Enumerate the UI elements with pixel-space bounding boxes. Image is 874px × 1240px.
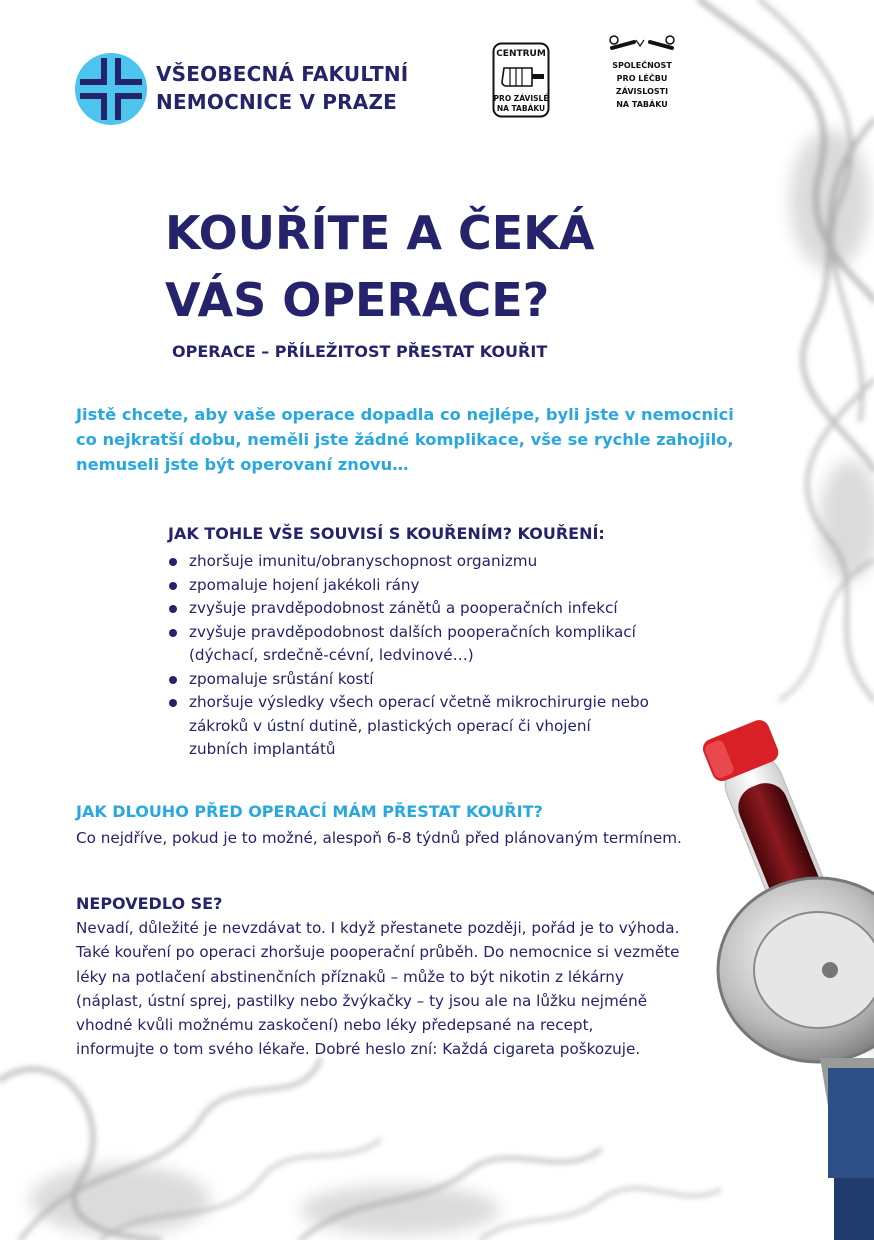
blood-tube-illustration xyxy=(700,708,874,1240)
list-item-text: zpomaluje srůstání kostí xyxy=(189,669,374,688)
bullet-icon xyxy=(169,605,177,613)
section3-line: informujte o tom svého lékaře. Dobré heslo zní: Každá cigareta poškozuje. xyxy=(76,1040,641,1059)
badge2-line4: NA TABÁKU xyxy=(616,100,668,109)
hospital-name-line1: VŠEOBECNÁ FAKULTNÍ xyxy=(156,62,409,86)
badge2-line2: PRO LÉČBU xyxy=(616,74,668,83)
section3-text xyxy=(76,916,680,1062)
list-item-text: zvyšuje pravděpodobnost zánětů a pooperačních infekcí xyxy=(189,599,618,617)
badge1-line3: NA TABÁKU xyxy=(496,104,546,113)
hospital-name xyxy=(156,60,408,116)
list-item xyxy=(168,574,728,598)
page-title xyxy=(165,200,594,334)
list-item-text: zhoršuje výsledky všech operací včetně mikrochirurgie nebo xyxy=(189,693,649,711)
badge1-line1: CENTRUM xyxy=(496,49,546,59)
list-item-text: zubních implantátů xyxy=(189,740,336,758)
bullet-icon xyxy=(169,629,177,637)
section3-line: (náplast, ústní sprej, pastilky nebo žvýkačky – ty jsou ale na lůžku nejméně xyxy=(76,991,648,1010)
intro-line: Jistě chcete, aby vaše operace dopadla co nejlépe, byli jste v nemocnici xyxy=(76,405,734,424)
fist-cigarette-icon xyxy=(492,42,550,118)
page-subtitle: OPERACE – PŘÍLEŽITOST PŘESTAT KOUŘIT xyxy=(172,342,548,361)
bullet-icon xyxy=(169,582,177,590)
intro-paragraph xyxy=(76,402,736,477)
section2-text: Co nejdříve, pokud je to možné, alespoň 6-8 týdnů před plánovaným termínem. xyxy=(76,829,682,847)
hospital-name-line2: NEMOCNICE V PRAZE xyxy=(156,90,398,114)
badge2-line1: SPOLEČNOST xyxy=(612,61,672,70)
list-item-text: zákroků v ústní dutině, plastických operací či vhojení xyxy=(189,716,591,735)
section1-heading: JAK TOHLE VŠE SOUVISÍ S KOUŘENÍM? KOUŘENÍ: xyxy=(168,524,605,543)
bullet-icon xyxy=(169,699,177,707)
list-item xyxy=(168,668,728,692)
list-item xyxy=(168,691,728,762)
list-item-text: (dýchací, srdečně-cévní, ledvinové…) xyxy=(189,646,474,664)
list-item xyxy=(168,550,728,574)
badge2-line3: ZÁVISLOSTI xyxy=(615,87,669,96)
list-item-text: zvyšuje pravděpodobnost dalších pooperačních komplikací xyxy=(189,622,636,641)
title-line1: KOUŘÍTE A ČEKÁ xyxy=(165,206,595,260)
bullet-icon xyxy=(169,558,177,566)
intro-line: co nejkratší dobu, neměli jste žádné komplikace, vše se rychle zahojilo, xyxy=(76,430,734,449)
section3-line: Také kouření po operaci zhoršuje pooperační průběh. Do nemocnice si vezměte xyxy=(76,943,680,962)
list-item-text: zhoršuje imunitu/obranyschopnost organizmu xyxy=(189,552,538,570)
list-item xyxy=(168,597,728,621)
section3-line: vhodné kvůli možnému zaskočení) nebo léky předepsané na recept, xyxy=(76,1016,594,1035)
section3-line: léky na potlačení abstinenčních příznaků – může to být nikotin z lékárny xyxy=(76,967,624,986)
bullet-icon xyxy=(169,676,177,684)
section2-heading: JAK DLOUHO PŘED OPERACÍ MÁM PŘESTAT KOUŘIT? xyxy=(76,802,543,821)
list-item xyxy=(168,621,728,668)
medical-cross-logo xyxy=(74,52,148,126)
section3-line: Nevadí, důležité je nevzdávat to. I když přestanete později, pořád je to výhoda. xyxy=(76,919,680,937)
hospital-logo xyxy=(74,50,414,126)
title-line2: VÁS OPERACE? xyxy=(165,273,550,327)
effects-list xyxy=(168,550,728,762)
badge1-line2: PRO ZÁVISLÉ xyxy=(493,94,549,103)
broken-cigarette-icon xyxy=(604,32,680,114)
intro-line: nemuseli jste být operovaní znovu… xyxy=(76,455,409,474)
section3-heading: NEPOVEDLO SE? xyxy=(76,894,223,913)
list-item-text: zpomaluje hojení jakékoli rány xyxy=(189,575,420,594)
